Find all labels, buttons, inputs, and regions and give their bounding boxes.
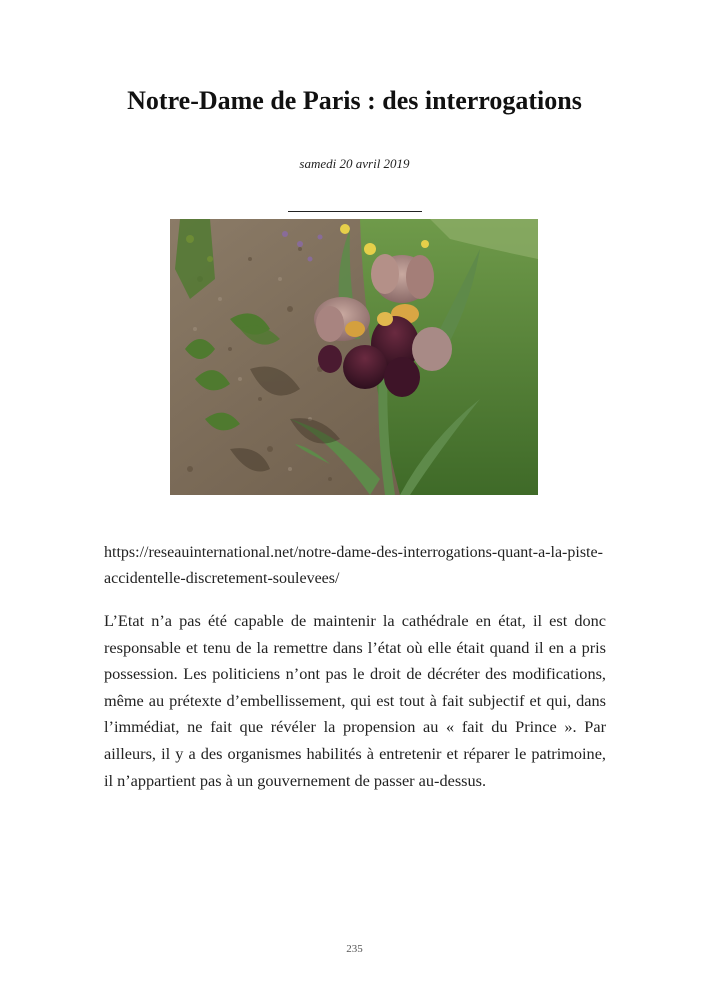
iris-flowers-photo [170,219,538,495]
page-number: 235 [346,943,363,955]
article-paragraph: L’Etat n’a pas été capable de maintenir la cathédrale en état, il est donc responsable et tenu de la remettre dans l’état où elle était quand il en a pris possession. Les politiciens n’ont pas le droit de décréter des modifications, même au prétexte d’embellissement, qui est tout à fait subjectif et qui, dans l’immédiat, ne fait que révéler la propension au « fait du Prince ». Par ailleurs, il y a des organismes habilités à entretenir et réparer le patrimoine, il n’appartient pas à un gouvernement de passer au-dessus. [104,611,606,790]
title-divider [288,211,422,212]
article-title: Notre-Dame de Paris : des interrogations [127,86,582,115]
article-date: samedi 20 avril 2019 [299,156,410,171]
source-link[interactable]: https://reseauinternational.net/notre-dame-des-interrogations-quant-a-la-piste-accidentelle-discretement-soulevees/ [104,544,603,587]
